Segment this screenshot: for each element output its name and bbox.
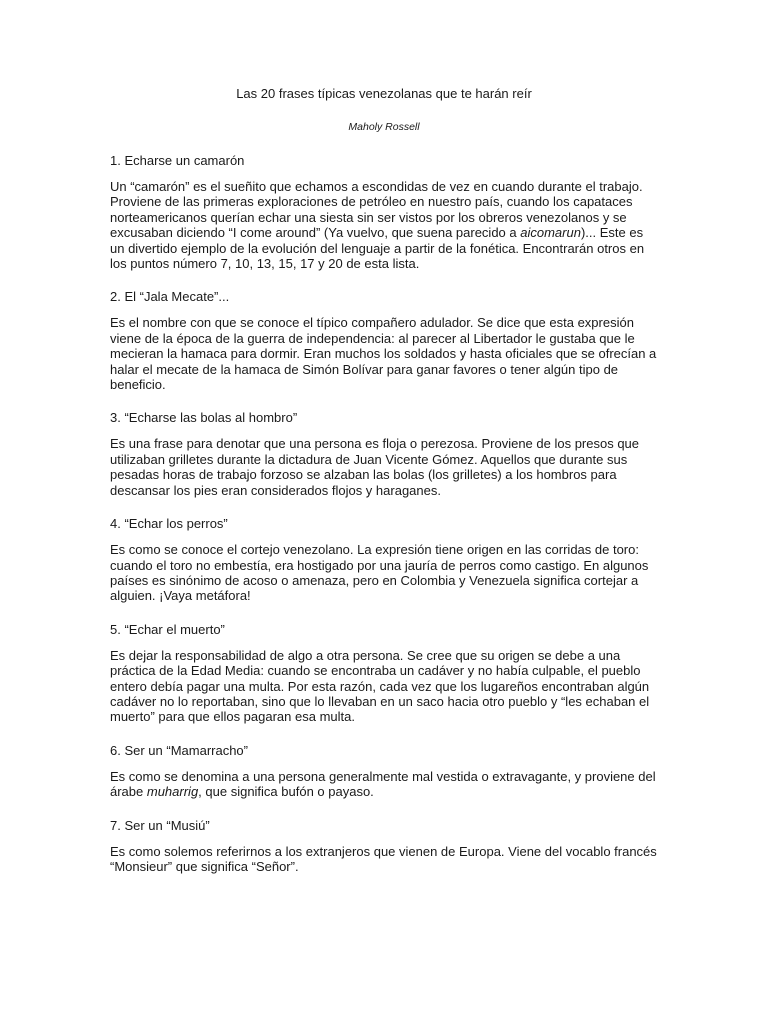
section-paragraph: Un “camarón” es el sueñito que echamos a escondidas de vez en cuando durante el trabajo.	[110, 179, 643, 194]
document-body	[110, 152, 658, 891]
section-paragraph: Es una frase para denotar que una persona es floja o perezosa. Proviene de los presos que utilizaban grilletes durante la dictadura de Juan Vicente Gómez. Aquellos que durante sus pesadas horas de trabajo forzoso se alzaban las bolas (los grilletes) a los hombros para descansar los pies eran considerados flojos y haraganes.	[110, 436, 640, 498]
section-heading: 6. Ser un “Mamarracho”	[110, 742, 248, 758]
section-heading: 2. El “Jala Mecate”...	[110, 289, 230, 305]
section-2	[110, 288, 658, 392]
section-3	[110, 409, 658, 498]
section-heading: 1. Echarse un camarón	[110, 153, 245, 168]
section-heading: 4. “Echar los perros”	[110, 516, 228, 532]
section-6	[110, 742, 658, 800]
italic-term: aicomarun	[520, 225, 581, 241]
document-author: Maholy Rossell	[348, 121, 420, 133]
section-7	[110, 817, 658, 875]
section-paragraph: Es como solemos referirnos a los extranjeros que vienen de Europa. Viene del vocablo francés “Monsieur” que significa “Señor”.	[110, 843, 657, 874]
text-run: )... Este es un divertido ejemplo de la evolución del lenguaje a partir de la fonética. Encontrarán otros en los puntos número 7, 10, 13, 15, 17 y 20 de esta lista.	[110, 225, 645, 272]
section-5	[110, 621, 658, 725]
section-paragraph: Es dejar la responsabilidad de algo a otra persona. Se cree que su origen se debe a una práctica de la Edad Media: cuando se encontraba un cadáver y no había culpable, el pueblo entero debía pagar una multa. Por esta razón, cada vez que los lugareños encontraban algún cadáver no lo reportaban, sino que lo llevaban en un saco hacia otro pueblo y “les echaban el muerto” para que ellos pagaran esa multa.	[110, 647, 650, 725]
section-heading: 5. “Echar el muerto”	[110, 621, 225, 637]
section-paragraph	[110, 769, 658, 800]
text-run: Proviene de las primeras exploraciones de petróleo en nuestro país, cuando los capataces norteamericanos querían echar una siesta sin ser vistos por los obreros venezolanos y se excusaban diciendo “I come around” (Ya vuelvo, que suena parecido a	[110, 194, 633, 241]
text-run: , que significa bufón o payaso.	[198, 784, 374, 800]
document-title: Las 20 frases típicas venezolanas que te harán reír	[236, 86, 532, 101]
section-4	[110, 515, 658, 604]
text-run: Es como se denomina a una persona generalmente mal vestida o extravagante, y proviene del árabe	[110, 768, 656, 800]
section-paragraph	[110, 194, 658, 271]
section-paragraph: Es el nombre con que se conoce el típico compañero adulador. Se dice que esta expresión viene de la época de la guerra de independencia: al parecer al Libertador le gustaba que le mecieran la hamaca para dormir. Eran muchos los soldados y hasta oficiales que se ofrecían a halar el mecate de la hamaca de Simón Bolívar para ganar favores o tener algún tipo de beneficio.	[110, 315, 657, 393]
section-paragraph: Es como se conoce el cortejo venezolano. La expresión tiene origen en las corridas de toro: cuando el toro no embestía, era hostigado por una jauría de perros como castigo. En algunos países es sinónimo de acoso o amenaza, pero en Colombia y Venezuela significa cortejar a alguien. ¡Vaya metáfora!	[110, 542, 649, 604]
section-heading: 3. “Echarse las bolas al hombro”	[110, 410, 298, 426]
italic-term: muharrig	[146, 784, 199, 800]
section-1	[110, 152, 658, 271]
section-heading: 7. Ser un “Musiú”	[110, 817, 210, 833]
